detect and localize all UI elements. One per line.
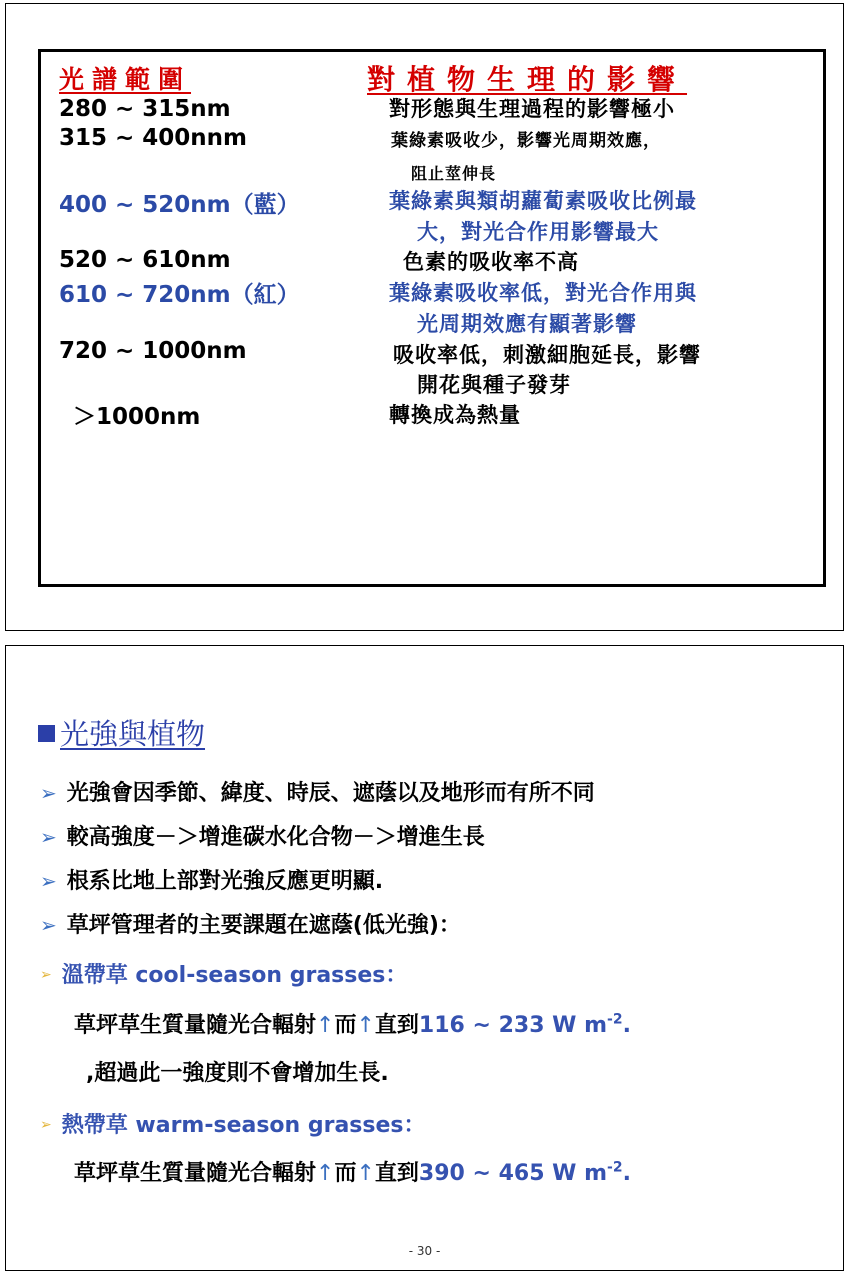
effect-610-720-line1: 葉綠素吸收率低，對光合作用與 [389,281,697,305]
warm-mid-text: 而 [334,1161,357,1186]
bullet-text: 草坪管理者的主要課題在遮蔭(低光強)： [66,913,461,938]
up-arrow-icon: ↑ [356,1161,375,1186]
effect-610-720-line2: 光周期效應有顯著影響 [417,312,637,336]
effect-720-1000-line2: 開花與種子發芽 [417,373,571,397]
range-280-315: 280 ~ 315nm [59,96,231,122]
range-720-1000: 720 ~ 1000nm [59,338,247,364]
slide-spectrum [5,3,844,631]
range-400-520: 400 ~ 520nm（藍） [59,192,300,218]
effect-720-1000-line1: 吸收率低，刺激細胞延長，影響 [393,343,701,367]
effect-315-400-line1: 葉綠素吸收少，影響光周期效應， [391,131,661,151]
slide-title [38,712,205,753]
bullet-item [40,776,595,807]
effect-over-1000: 轉換成為熱量 [389,403,521,427]
bullet-item [40,820,485,851]
up-arrow-icon: ↑ [316,1161,335,1186]
effect-315-400-line2: 阻止莖伸長 [411,164,497,183]
effect-280-315: 對形態與生理過程的影響極小 [389,97,675,121]
cool-mid-text: 而 [334,1013,357,1038]
up-arrow-icon: ↑ [356,1013,375,1038]
bullet-item [40,908,461,939]
range-520-610: 520 ~ 610nm [59,247,231,273]
effect-400-520-line1: 葉綠素與類胡蘿蔔素吸收比例最 [389,189,697,213]
bullet-text: 較高強度－＞增進碳水化合物－＞增進生長 [66,825,485,850]
slide-light-intensity [5,645,844,1271]
warm-season-line1 [74,1156,631,1187]
bullet-text: 光強會因季節、緯度、時辰、遮蔭以及地形而有所不同 [66,781,595,806]
cool-season-line2: ,超過此一強度則不會增加生長. [86,1061,389,1086]
arrow-bullet-icon: ➢ [40,967,52,983]
cool-to-text: 直到 [374,1013,419,1038]
cool-dot: . [622,1013,631,1038]
range-over-1000: ＞1000nm [73,404,201,430]
cool-season-line1 [74,1008,631,1039]
square-bullet-icon [38,725,55,742]
arrow-bullet-icon: ➢ [40,825,57,849]
arrow-bullet-icon: ➢ [40,781,57,805]
effect-400-520-line2: 大，對光合作用影響最大 [417,220,659,244]
warm-to-text: 直到 [374,1161,419,1186]
cool-season-heading [40,958,407,989]
warm-value: 390 ~ 465 W m [418,1161,608,1186]
cool-line1-text: 草坪草生質量隨光合輻射 [74,1013,317,1038]
arrow-bullet-icon: ➢ [40,1117,52,1133]
up-arrow-icon: ↑ [316,1013,335,1038]
cool-exponent: -2 [607,1011,623,1028]
range-610-720: 610 ~ 720nm（紅） [59,282,300,308]
effect-520-610: 色素的吸收率不高 [403,250,579,274]
warm-season-heading [40,1108,426,1139]
bullet-text: 根系比地上部對光強反應更明顯. [66,869,384,894]
header-spectral-range: 光譜範圍 [59,65,192,94]
arrow-bullet-icon: ➢ [40,913,57,937]
spectrum-table-box [38,49,826,587]
bullet-item [40,864,383,895]
warm-line1-text: 草坪草生質量隨光合輻射 [74,1161,317,1186]
warm-dot: . [622,1161,631,1186]
warm-exponent: -2 [607,1159,623,1176]
slide-title-text: 光強與植物 [60,717,206,751]
arrow-bullet-icon: ➢ [40,869,57,893]
cool-season-label: 溫帶草 cool-season grasses： [61,963,408,988]
header-plant-effect: 對植物生理的影響 [367,63,688,96]
cool-value: 116 ~ 233 W m [418,1013,608,1038]
page-number: - 30 - [408,1244,441,1258]
warm-season-label: 熱帶草 warm-season grasses： [61,1113,426,1138]
range-315-400: 315 ~ 400nnm [59,125,248,151]
